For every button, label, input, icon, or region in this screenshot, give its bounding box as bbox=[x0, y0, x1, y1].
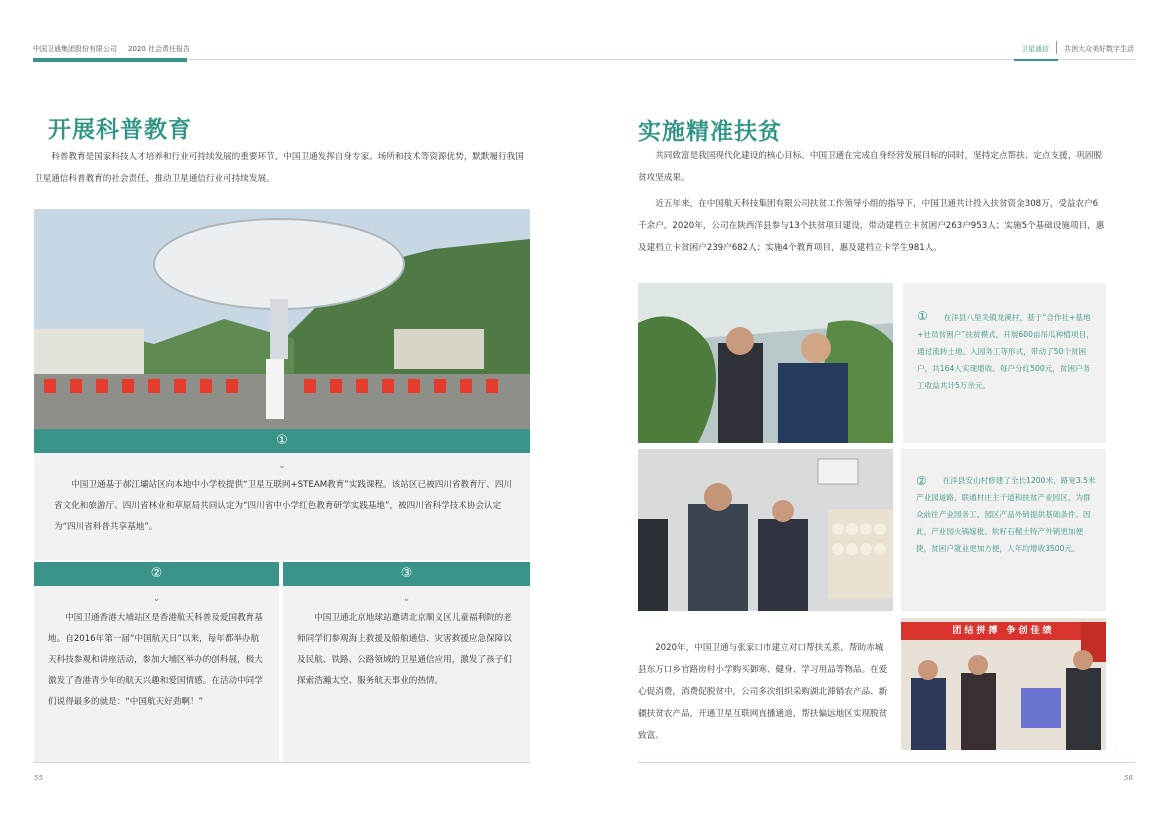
card3-header bbox=[283, 562, 530, 586]
photo-mushroom-facility bbox=[638, 449, 893, 611]
right-para3: 2020年，中国卫通与张家口市建立对口帮扶关系，帮助赤城县东万口乡官路房村小学购买御寒、健身、学习用品等物品。在爱心促消费，消费促脱贫中，公司多次组织采购湖北滞销农产品、新疆扶贫农产品，开通卫星互联网直播通道，帮扶偏远地区实现脱贫致富。 bbox=[638, 643, 888, 741]
side-card-2-text: 在洋县安山村修建了全长1200米、路宽3.5米产业园道路，联通村庄主干道和扶贫产业园区，为群众前往产业园务工、园区产品外销提供基础条件。因此，产业园火锅嫁枇、软籽石榴土特产外销更加便捷，贫困户就业更加方便，人年均增收3500元。 bbox=[916, 476, 1096, 553]
left-section-title: 开展科普教育 bbox=[48, 117, 192, 143]
school-banner-text: 团结拼搏 争创佳绩 bbox=[952, 626, 1055, 636]
right-page-number: 56 bbox=[1124, 774, 1133, 782]
side-card-2-number: ② bbox=[916, 474, 927, 488]
card2-number: ② bbox=[150, 566, 163, 581]
header-brand: 卫星通信 bbox=[1021, 45, 1049, 53]
chevron-down-icon: ⌄ bbox=[402, 594, 411, 604]
photo-greenhouse-visit bbox=[638, 283, 893, 443]
card3-text: 中国卫通北京地球站邀请北京顺义区儿童福利院的老师同学们参观海上救援及船舶通信、灾害救援应急保障以及民航、铁路、公路领域的卫星通信应用，激发了孩子们探索浩瀚太空、服务航天事业的热情。 bbox=[297, 613, 512, 686]
right-footer-rule bbox=[638, 762, 1135, 763]
right-para2: 近五年来，在中国航天科技集团有限公司扶贫工作领导小组的指导下，中国卫通共计投入扶贫资金308万，受益农户6千余户。2020年，公司在陕西洋县参与13个扶贫项目建设，带动建档立卡贫困户263户953人；实施5个基础设施项目，惠及建档立卡贫困户239户682人；实施4个教育项目，惠及建档立卡学生981人。 bbox=[638, 199, 1105, 253]
header-accent-bar-right bbox=[1014, 59, 1058, 61]
left-footer-rule bbox=[33, 762, 530, 763]
card1 bbox=[34, 453, 530, 560]
card2 bbox=[34, 586, 279, 762]
header-report: 2020 社会责任报告 bbox=[128, 45, 191, 53]
header-rule bbox=[33, 59, 1135, 60]
side-card-1-number: ① bbox=[917, 309, 928, 323]
header-accent-bar-left bbox=[33, 58, 187, 62]
side-card-1-text: 在洋县八里关镇龙溪村，基于“合作社+基地+社员贫困户”扶贫模式，开展600亩吊瓜种植项目，通过流转土地、入园务工等形式，带动了50个贫困户，共164人实现增收。每户分红500元，贫困户务工收益共计5万余元。 bbox=[917, 313, 1094, 390]
photo-school-donation bbox=[901, 618, 1106, 750]
header-separator bbox=[1056, 41, 1057, 54]
header-company: 中国卫通集团股份有限公司 bbox=[33, 45, 117, 53]
card3-number: ③ bbox=[400, 566, 413, 581]
card3 bbox=[283, 586, 530, 762]
right-para1: 共同致富是我国现代化建设的核心目标。中国卫通在完成自身经营发展目标的同时，坚持定点帮扶、定点支援，巩固脱贫攻坚成果。 bbox=[638, 151, 1103, 183]
card1-number: ① bbox=[276, 433, 288, 448]
card1-header bbox=[34, 429, 530, 453]
right-section-title: 实施精准扶贫 bbox=[638, 119, 782, 145]
side-card-2 bbox=[901, 449, 1106, 611]
header-slogan: 共创大众美好数字生活 bbox=[1064, 45, 1134, 53]
photo-satellite-dish-students bbox=[34, 209, 530, 429]
left-page-number: 55 bbox=[34, 774, 43, 782]
left-intro: 科普教育是国家科技人才培养和行业可持续发展的重要环节。中国卫通发挥自身专家、场所和技术等资源优势，默默履行我国卫星通信科普教育的社会责任，推动卫星通信行业可持续发展。 bbox=[34, 152, 524, 184]
card2-text: 中国卫通香港大埔站区是香港航天科普及爱国教育基地。自2016年第一届“中国航天日”以来，每年都举办航天科技参观和讲座活动，参加大埔区举办的创科展，极大激发了香港青少年的航天兴趣和爱国情感。在活动中同学们说得最多的就是：“中国航天好劲啊！” bbox=[48, 613, 263, 707]
chevron-down-icon: ⌄ bbox=[278, 461, 286, 471]
card2-header bbox=[34, 562, 279, 586]
chevron-down-icon: ⌄ bbox=[152, 594, 161, 604]
side-card-1 bbox=[903, 283, 1106, 443]
card1-text: 中国卫通基于郝江壩站区向本地中小学校提供“卫星互联网+STEAM教育”实践课程。该站区已被四川省教育厅、四川省文化和旅游厅、四川省林业和草原局共同认定为“四川省中小学红色教育研学实践基地”，被四川省科学技术协会认定为“四川省科普共享基地”。 bbox=[54, 480, 513, 532]
